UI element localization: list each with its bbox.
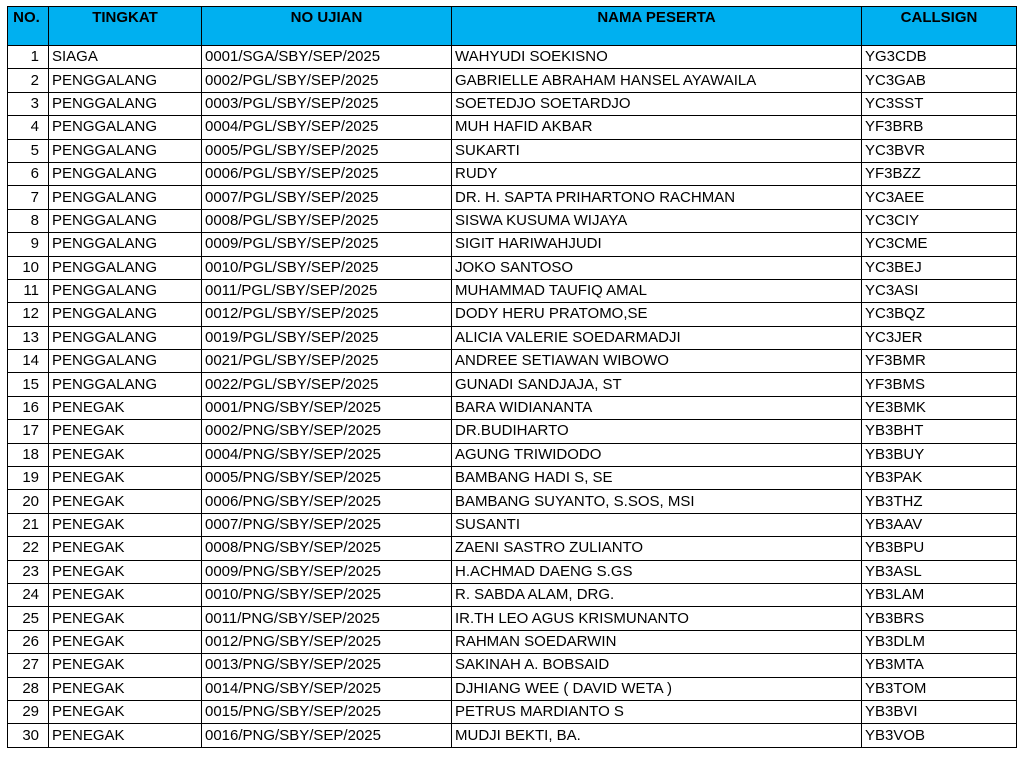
- cell-nama-peserta: BAMBANG HADI S, SE: [452, 467, 862, 490]
- cell-callsign: YB3MTA: [862, 654, 1017, 677]
- cell-nama-peserta: MUHAMMAD TAUFIQ AMAL: [452, 279, 862, 302]
- cell-callsign: YB3TOM: [862, 677, 1017, 700]
- cell-no-ujian: 0015/PNG/SBY/SEP/2025: [202, 700, 452, 723]
- cell-no-ujian: 0001/PNG/SBY/SEP/2025: [202, 396, 452, 419]
- cell-no-ujian: 0012/PNG/SBY/SEP/2025: [202, 630, 452, 653]
- cell-nama-peserta: SIGIT HARIWAHJUDI: [452, 233, 862, 256]
- cell-tingkat: PENEGAK: [49, 583, 202, 606]
- table-row: [8, 373, 1017, 396]
- table-row: [8, 677, 1017, 700]
- cell-nama-peserta: MUDJI BEKTI, BA.: [452, 724, 862, 747]
- cell-no-ujian: 0022/PGL/SBY/SEP/2025: [202, 373, 452, 396]
- cell-no: 9: [8, 233, 49, 256]
- cell-callsign: YF3BZZ: [862, 162, 1017, 185]
- cell-callsign: YB3DLM: [862, 630, 1017, 653]
- cell-no: 23: [8, 560, 49, 583]
- cell-nama-peserta: ALICIA VALERIE SOEDARMADJI: [452, 326, 862, 349]
- table-row: [8, 326, 1017, 349]
- header-tingkat: TINGKAT: [49, 7, 202, 46]
- cell-no-ujian: 0009/PGL/SBY/SEP/2025: [202, 233, 452, 256]
- table-row: [8, 350, 1017, 373]
- table-row: [8, 303, 1017, 326]
- table-body: [8, 46, 1017, 748]
- cell-no-ujian: 0011/PNG/SBY/SEP/2025: [202, 607, 452, 630]
- cell-nama-peserta: RAHMAN SOEDARWIN: [452, 630, 862, 653]
- cell-no: 30: [8, 724, 49, 747]
- cell-no: 19: [8, 467, 49, 490]
- cell-callsign: YC3SST: [862, 92, 1017, 115]
- cell-tingkat: PENGGALANG: [49, 326, 202, 349]
- cell-tingkat: PENGGALANG: [49, 350, 202, 373]
- cell-callsign: YB3BUY: [862, 443, 1017, 466]
- cell-nama-peserta: SISWA KUSUMA WIJAYA: [452, 209, 862, 232]
- cell-nama-peserta: ZAENI SASTRO ZULIANTO: [452, 537, 862, 560]
- cell-no: 14: [8, 350, 49, 373]
- cell-callsign: YB3VOB: [862, 724, 1017, 747]
- cell-no: 15: [8, 373, 49, 396]
- cell-nama-peserta: SUSANTI: [452, 513, 862, 536]
- cell-nama-peserta: DODY HERU PRATOMO,SE: [452, 303, 862, 326]
- header-row: [8, 7, 1017, 46]
- cell-no: 22: [8, 537, 49, 560]
- cell-nama-peserta: SOETEDJO SOETARDJO: [452, 92, 862, 115]
- cell-callsign: YG3CDB: [862, 46, 1017, 69]
- cell-tingkat: PENEGAK: [49, 630, 202, 653]
- cell-no: 1: [8, 46, 49, 69]
- cell-tingkat: PENGGALANG: [49, 186, 202, 209]
- table-row: [8, 583, 1017, 606]
- table-row: [8, 396, 1017, 419]
- cell-no-ujian: 0004/PGL/SBY/SEP/2025: [202, 116, 452, 139]
- cell-callsign: YC3CME: [862, 233, 1017, 256]
- table-row: [8, 186, 1017, 209]
- cell-no: 24: [8, 583, 49, 606]
- header-no-ujian: NO UJIAN: [202, 7, 452, 46]
- cell-callsign: YC3CIY: [862, 209, 1017, 232]
- cell-nama-peserta: DR. H. SAPTA PRIHARTONO RACHMAN: [452, 186, 862, 209]
- cell-no: 8: [8, 209, 49, 232]
- cell-no: 7: [8, 186, 49, 209]
- cell-no-ujian: 0012/PGL/SBY/SEP/2025: [202, 303, 452, 326]
- header-no: NO.: [8, 7, 49, 46]
- cell-nama-peserta: AGUNG TRIWIDODO: [452, 443, 862, 466]
- table-row: [8, 443, 1017, 466]
- cell-no-ujian: 0002/PGL/SBY/SEP/2025: [202, 69, 452, 92]
- cell-nama-peserta: GUNADI SANDJAJA, ST: [452, 373, 862, 396]
- cell-no: 13: [8, 326, 49, 349]
- cell-callsign: YC3BEJ: [862, 256, 1017, 279]
- cell-no-ujian: 0011/PGL/SBY/SEP/2025: [202, 279, 452, 302]
- table-row: [8, 209, 1017, 232]
- cell-no: 3: [8, 92, 49, 115]
- table-row: [8, 607, 1017, 630]
- cell-callsign: YC3BQZ: [862, 303, 1017, 326]
- cell-tingkat: PENGGALANG: [49, 256, 202, 279]
- cell-nama-peserta: PETRUS MARDIANTO S: [452, 700, 862, 723]
- cell-no: 25: [8, 607, 49, 630]
- cell-nama-peserta: SUKARTI: [452, 139, 862, 162]
- cell-tingkat: PENEGAK: [49, 724, 202, 747]
- cell-callsign: YF3BMS: [862, 373, 1017, 396]
- cell-tingkat: PENGGALANG: [49, 162, 202, 185]
- cell-no-ujian: 0013/PNG/SBY/SEP/2025: [202, 654, 452, 677]
- cell-nama-peserta: GABRIELLE ABRAHAM HANSEL AYAWAILA: [452, 69, 862, 92]
- cell-tingkat: PENEGAK: [49, 607, 202, 630]
- cell-nama-peserta: R. SABDA ALAM, DRG.: [452, 583, 862, 606]
- cell-no: 20: [8, 490, 49, 513]
- cell-no-ujian: 0019/PGL/SBY/SEP/2025: [202, 326, 452, 349]
- cell-callsign: YB3BRS: [862, 607, 1017, 630]
- cell-nama-peserta: DR.BUDIHARTO: [452, 420, 862, 443]
- cell-no-ujian: 0010/PNG/SBY/SEP/2025: [202, 583, 452, 606]
- cell-no-ujian: 0014/PNG/SBY/SEP/2025: [202, 677, 452, 700]
- cell-tingkat: PENGGALANG: [49, 279, 202, 302]
- cell-no-ujian: 0005/PGL/SBY/SEP/2025: [202, 139, 452, 162]
- cell-no: 2: [8, 69, 49, 92]
- table-row: [8, 700, 1017, 723]
- cell-callsign: YB3ASL: [862, 560, 1017, 583]
- header-nama-peserta: NAMA PESERTA: [452, 7, 862, 46]
- table-row: [8, 630, 1017, 653]
- cell-nama-peserta: BAMBANG SUYANTO, S.SOS, MSI: [452, 490, 862, 513]
- cell-no: 18: [8, 443, 49, 466]
- cell-callsign: YC3JER: [862, 326, 1017, 349]
- table-row: [8, 490, 1017, 513]
- cell-tingkat: PENGGALANG: [49, 92, 202, 115]
- table-row: [8, 537, 1017, 560]
- table-row: [8, 116, 1017, 139]
- cell-tingkat: PENGGALANG: [49, 209, 202, 232]
- cell-tingkat: PENEGAK: [49, 490, 202, 513]
- cell-callsign: YB3LAM: [862, 583, 1017, 606]
- cell-no: 4: [8, 116, 49, 139]
- cell-no-ujian: 0001/SGA/SBY/SEP/2025: [202, 46, 452, 69]
- cell-callsign: YB3BHT: [862, 420, 1017, 443]
- cell-no: 21: [8, 513, 49, 536]
- participants-table: [7, 6, 1017, 748]
- cell-no-ujian: 0003/PGL/SBY/SEP/2025: [202, 92, 452, 115]
- cell-tingkat: PENEGAK: [49, 560, 202, 583]
- cell-callsign: YE3BMK: [862, 396, 1017, 419]
- cell-no-ujian: 0007/PGL/SBY/SEP/2025: [202, 186, 452, 209]
- cell-nama-peserta: ANDREE SETIAWAN WIBOWO: [452, 350, 862, 373]
- table-row: [8, 92, 1017, 115]
- cell-callsign: YB3THZ: [862, 490, 1017, 513]
- cell-tingkat: PENEGAK: [49, 700, 202, 723]
- cell-no-ujian: 0008/PNG/SBY/SEP/2025: [202, 537, 452, 560]
- cell-no-ujian: 0021/PGL/SBY/SEP/2025: [202, 350, 452, 373]
- cell-callsign: YB3BVI: [862, 700, 1017, 723]
- cell-nama-peserta: H.ACHMAD DAENG S.GS: [452, 560, 862, 583]
- cell-no: 17: [8, 420, 49, 443]
- cell-callsign: YF3BMR: [862, 350, 1017, 373]
- cell-no: 16: [8, 396, 49, 419]
- cell-no-ujian: 0006/PNG/SBY/SEP/2025: [202, 490, 452, 513]
- cell-tingkat: PENGGALANG: [49, 233, 202, 256]
- table-row: [8, 139, 1017, 162]
- cell-tingkat: PENGGALANG: [49, 139, 202, 162]
- cell-tingkat: PENEGAK: [49, 443, 202, 466]
- table-row: [8, 233, 1017, 256]
- cell-callsign: YB3PAK: [862, 467, 1017, 490]
- cell-no: 11: [8, 279, 49, 302]
- cell-tingkat: PENEGAK: [49, 467, 202, 490]
- cell-callsign: YC3GAB: [862, 69, 1017, 92]
- cell-callsign: YC3AEE: [862, 186, 1017, 209]
- cell-tingkat: PENEGAK: [49, 537, 202, 560]
- table-row: [8, 513, 1017, 536]
- cell-nama-peserta: MUH HAFID AKBAR: [452, 116, 862, 139]
- cell-no-ujian: 0007/PNG/SBY/SEP/2025: [202, 513, 452, 536]
- table-row: [8, 654, 1017, 677]
- cell-tingkat: PENGGALANG: [49, 373, 202, 396]
- cell-no: 29: [8, 700, 49, 723]
- cell-no-ujian: 0016/PNG/SBY/SEP/2025: [202, 724, 452, 747]
- cell-no: 5: [8, 139, 49, 162]
- cell-tingkat: PENGGALANG: [49, 69, 202, 92]
- cell-no: 10: [8, 256, 49, 279]
- header-callsign: CALLSIGN: [862, 7, 1017, 46]
- cell-no-ujian: 0008/PGL/SBY/SEP/2025: [202, 209, 452, 232]
- cell-no-ujian: 0010/PGL/SBY/SEP/2025: [202, 256, 452, 279]
- cell-nama-peserta: SAKINAH A. BOBSAID: [452, 654, 862, 677]
- cell-no-ujian: 0004/PNG/SBY/SEP/2025: [202, 443, 452, 466]
- table-row: [8, 256, 1017, 279]
- cell-callsign: YC3BVR: [862, 139, 1017, 162]
- cell-callsign: YB3AAV: [862, 513, 1017, 536]
- cell-nama-peserta: IR.TH LEO AGUS KRISMUNANTO: [452, 607, 862, 630]
- cell-tingkat: PENEGAK: [49, 420, 202, 443]
- cell-tingkat: PENEGAK: [49, 513, 202, 536]
- cell-no: 28: [8, 677, 49, 700]
- cell-tingkat: PENGGALANG: [49, 116, 202, 139]
- cell-callsign: YB3BPU: [862, 537, 1017, 560]
- cell-tingkat: PENEGAK: [49, 654, 202, 677]
- cell-no-ujian: 0009/PNG/SBY/SEP/2025: [202, 560, 452, 583]
- cell-tingkat: PENEGAK: [49, 677, 202, 700]
- table-row: [8, 162, 1017, 185]
- cell-tingkat: PENGGALANG: [49, 303, 202, 326]
- cell-no: 26: [8, 630, 49, 653]
- cell-no-ujian: 0006/PGL/SBY/SEP/2025: [202, 162, 452, 185]
- cell-no: 6: [8, 162, 49, 185]
- cell-callsign: YC3ASI: [862, 279, 1017, 302]
- cell-tingkat: PENEGAK: [49, 396, 202, 419]
- table-row: [8, 420, 1017, 443]
- cell-nama-peserta: DJHIANG WEE ( DAVID WETA ): [452, 677, 862, 700]
- cell-tingkat: SIAGA: [49, 46, 202, 69]
- table-row: [8, 279, 1017, 302]
- table-row: [8, 560, 1017, 583]
- table-row: [8, 724, 1017, 747]
- cell-no-ujian: 0002/PNG/SBY/SEP/2025: [202, 420, 452, 443]
- cell-no-ujian: 0005/PNG/SBY/SEP/2025: [202, 467, 452, 490]
- cell-no: 27: [8, 654, 49, 677]
- cell-nama-peserta: BARA WIDIANANTA: [452, 396, 862, 419]
- cell-nama-peserta: WAHYUDI SOEKISNO: [452, 46, 862, 69]
- cell-no: 12: [8, 303, 49, 326]
- table-row: [8, 69, 1017, 92]
- cell-nama-peserta: JOKO SANTOSO: [452, 256, 862, 279]
- cell-nama-peserta: RUDY: [452, 162, 862, 185]
- table-row: [8, 467, 1017, 490]
- table-row: [8, 46, 1017, 69]
- cell-callsign: YF3BRB: [862, 116, 1017, 139]
- table-header: [8, 7, 1017, 46]
